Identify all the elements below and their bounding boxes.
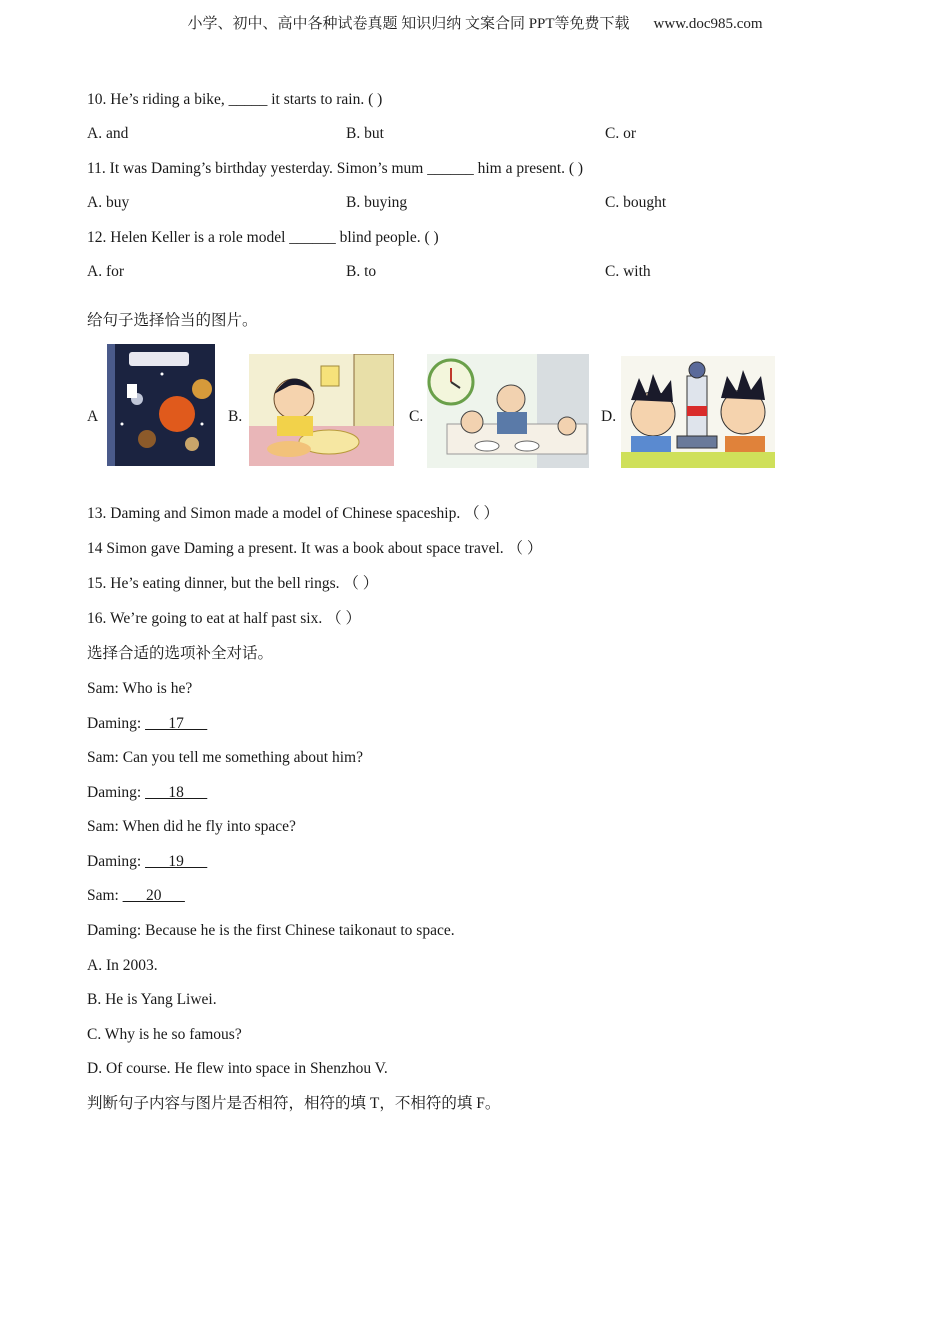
spaceship-model-image bbox=[621, 356, 775, 468]
section-title-dialogue: 选择合适的选项补全对话。 bbox=[87, 645, 274, 662]
picture-row bbox=[87, 340, 787, 470]
picture-label-b: B. bbox=[228, 408, 243, 425]
question-14: 14 Simon gave Daming a present. It was a book about space travel. （ ） bbox=[87, 540, 543, 557]
q10-option-c: C. or bbox=[605, 125, 636, 142]
speaker: Sam: bbox=[87, 818, 119, 835]
dialogue-line-5 bbox=[87, 817, 296, 837]
speaker: Sam: bbox=[87, 749, 119, 766]
answer-blank-19: ___19___ bbox=[145, 853, 208, 870]
q10-option-b: B. but bbox=[346, 125, 384, 142]
dialogue-line-7 bbox=[87, 886, 185, 906]
answer-blank-18: ___18___ bbox=[145, 784, 208, 801]
q12-option-b: B. to bbox=[346, 263, 377, 280]
space-book-image bbox=[107, 344, 215, 466]
speaker: Daming: bbox=[87, 922, 142, 939]
page-header bbox=[0, 12, 950, 33]
header-site: www.doc985.com bbox=[653, 16, 763, 32]
dialogue-line-2 bbox=[87, 714, 207, 734]
answer-blank-20: ___20___ bbox=[122, 887, 185, 904]
dialogue-line-8 bbox=[87, 921, 455, 941]
dialogue-text: Who is he? bbox=[122, 680, 193, 697]
header-text: 小学、初中、高中各种试卷真题 知识归纳 文案合同 PPT等免费下载 bbox=[187, 16, 630, 32]
section-title-pictures: 给句子选择恰当的图片。 bbox=[87, 312, 258, 329]
picture-label-a: A bbox=[87, 408, 99, 425]
question-12: 12. Helen Keller is a role model ______ blind people. ( ) bbox=[87, 229, 439, 246]
answer-blank-17: ___17___ bbox=[145, 715, 208, 732]
question-13: 13. Daming and Simon made a model of Chinese spaceship. （ ） bbox=[87, 505, 499, 522]
dialogue-option-c: C. Why is he so famous? bbox=[87, 1026, 242, 1043]
picture-label-d: D. bbox=[601, 408, 617, 425]
speaker: Daming: bbox=[87, 853, 142, 870]
question-10: 10. He’s riding a bike, _____ it starts to rain. ( ) bbox=[87, 91, 383, 108]
dialogue-text: When did he fly into space? bbox=[122, 818, 296, 835]
speaker: Daming: bbox=[87, 784, 142, 801]
q11-option-b: B. buying bbox=[346, 194, 408, 211]
dialogue-line-1 bbox=[87, 679, 192, 699]
q10-option-a: A. and bbox=[87, 125, 129, 142]
dialogue-line-4 bbox=[87, 783, 207, 803]
family-dinner-image bbox=[427, 354, 589, 468]
speaker: Sam: bbox=[87, 680, 119, 697]
question-15: 15. He’s eating dinner, but the bell rings. （ ） bbox=[87, 575, 379, 592]
q11-option-a: A. buy bbox=[87, 194, 130, 211]
q12-option-a: A. for bbox=[87, 263, 125, 280]
dialogue-line-3 bbox=[87, 748, 363, 768]
speaker: Sam: bbox=[87, 887, 119, 904]
dialogue-text: Can you tell me something about him? bbox=[122, 749, 363, 766]
picture-label-c: C. bbox=[409, 408, 424, 425]
dialogue-text: Because he is the first Chinese taikonaut to space. bbox=[145, 922, 455, 939]
section-title-true-false: 判断句子内容与图片是否相符，相符的填 T，不相符的填 F。 bbox=[87, 1095, 501, 1112]
question-16: 16. We’re going to eat at half past six. （ ） bbox=[87, 610, 361, 627]
q11-option-c: C. bought bbox=[605, 194, 667, 211]
dialogue-line-6 bbox=[87, 852, 207, 872]
question-11: 11. It was Daming’s birthday yesterday. Simon’s mum ______ him a present. ( ) bbox=[87, 160, 584, 177]
q12-option-c: C. with bbox=[605, 263, 651, 280]
speaker: Daming: bbox=[87, 715, 142, 732]
dialogue-option-a: A. In 2003. bbox=[87, 957, 158, 974]
dialogue-option-d: D. Of course. He flew into space in Shenzhou V. bbox=[87, 1060, 388, 1077]
dialogue-option-b: B. He is Yang Liwei. bbox=[87, 991, 217, 1008]
boy-eating-image bbox=[249, 354, 394, 466]
